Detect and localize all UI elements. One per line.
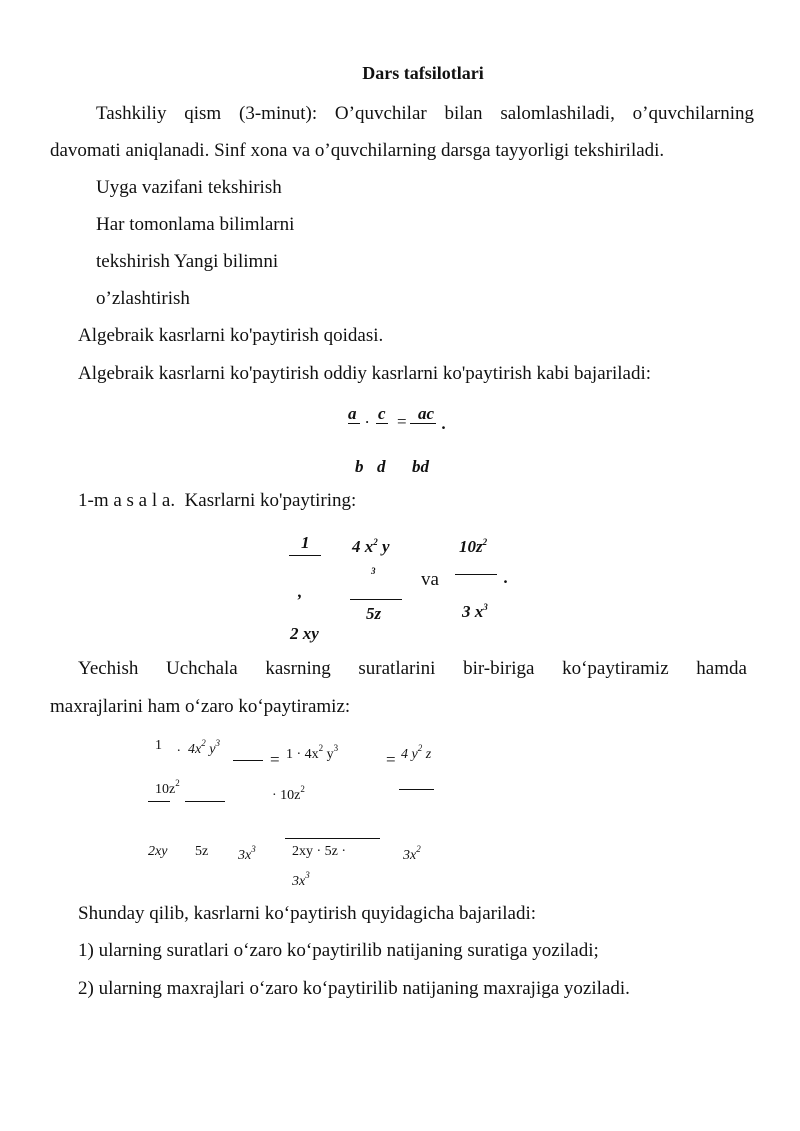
solution-n2: $4x^2$ $y^3$ (188, 738, 220, 757)
stage-item: Uyga vazifani tekshirish (96, 177, 282, 198)
conclusion: Shunday qilib, kasrlarni ko‘paytirish quyidagicha bajariladi: (78, 903, 537, 924)
stage-item: tekshirish Yangi bilimni (96, 251, 279, 272)
fraction1-denominator: 2 xy (290, 624, 319, 643)
intro-line-1: Tashkiliy qism (3-minut): O’quvchilar bilan salomlashiladi, o’quvchilarning (96, 103, 754, 124)
solution-num-product-2: · $10z^2$ (272, 784, 305, 803)
fraction2-denominator: 5z (366, 604, 382, 623)
word: Yechish (78, 658, 139, 679)
solution-equals-1: = (270, 750, 280, 769)
stage-item: Har tomonlama bilimlarni (96, 214, 295, 235)
solution-d3: $3x^3$ (238, 844, 256, 863)
conjunction-va: va (421, 569, 439, 590)
problem-label: 1-m a s a l a. (78, 490, 176, 511)
fraction3-numerator: $10z^2$ (459, 537, 488, 556)
solution-n3: $10z^2$ (155, 778, 180, 797)
word: Uchchala (165, 658, 238, 679)
formula-period: . (442, 414, 447, 433)
rule-title: Algebraik kasrlarni ko'paytirish qoidasi. (78, 325, 384, 346)
formula-equals: = (397, 412, 407, 431)
formula-c: c (378, 404, 386, 423)
rule-text: Algebraik kasrlarni ko'paytirish oddiy kasrlarni ko'paytirish kabi bajariladi: (78, 363, 652, 384)
formula-bd: bd (412, 457, 429, 476)
formula-b: b (355, 457, 364, 476)
formula-a: a (348, 404, 357, 423)
solution-d2: 5z (195, 844, 209, 859)
solution-d1: 2xy (148, 844, 168, 859)
solution-equals-2: = (386, 750, 396, 769)
fraction-comma: , (298, 582, 303, 601)
formula-d: d (377, 457, 386, 476)
word: bir-biriga (463, 658, 535, 679)
fraction-period: . (504, 568, 509, 587)
solution-den-product-2: $3x^3$ (292, 870, 310, 889)
word: hamda (696, 658, 747, 679)
intro-line-2: davomati aniqlanadi. Sinf xona va o’quvchilarning darsga tayyorligi tekshiriladi. (50, 140, 665, 161)
rule-item-1: 1) ularning suratlari o‘zaro ko‘paytirilib natijaning suratiga yoziladi; (78, 940, 599, 961)
fraction2-small-mark: 3 (371, 566, 376, 576)
solution-n1: 1 (155, 738, 162, 753)
solution-intro-line-1 (78, 658, 747, 680)
rule-item-2: 2) ularning maxrajlari o‘zaro ko‘paytirilib natijaning maxrajiga yoziladi. (78, 978, 630, 999)
formula-dot: . (365, 408, 370, 427)
word: kasrning (265, 658, 331, 679)
solution-num-product: $1 \cdot 4x^2$ $y^3$ (286, 743, 339, 762)
problem-text: Kasrlarni ko'paytiring: (184, 490, 357, 511)
solution-intro-line-2: maxrajlarini ham o‘zaro ko‘paytiramiz: (50, 696, 351, 717)
solution-dot: . (177, 740, 181, 755)
solution-result-num: 4 $y^2$ z (401, 743, 432, 762)
formula-ac: ac (418, 404, 435, 423)
fraction1-numerator: 1 (301, 533, 310, 552)
word: suratlarini (358, 658, 436, 679)
page-title: Dars tafsilotlari (362, 63, 484, 83)
problem-heading (78, 490, 356, 512)
solution-result-den: $3x^2$ (403, 844, 421, 863)
stage-item: o’zlashtirish (96, 288, 190, 309)
word: ko‘paytiramiz (562, 658, 669, 679)
fraction3-denominator: 3 $x^3$ (462, 602, 488, 621)
fraction2-numerator: 4 $x^2$ y (352, 537, 390, 556)
solution-den-product: 2xy · 5z · (292, 844, 347, 859)
